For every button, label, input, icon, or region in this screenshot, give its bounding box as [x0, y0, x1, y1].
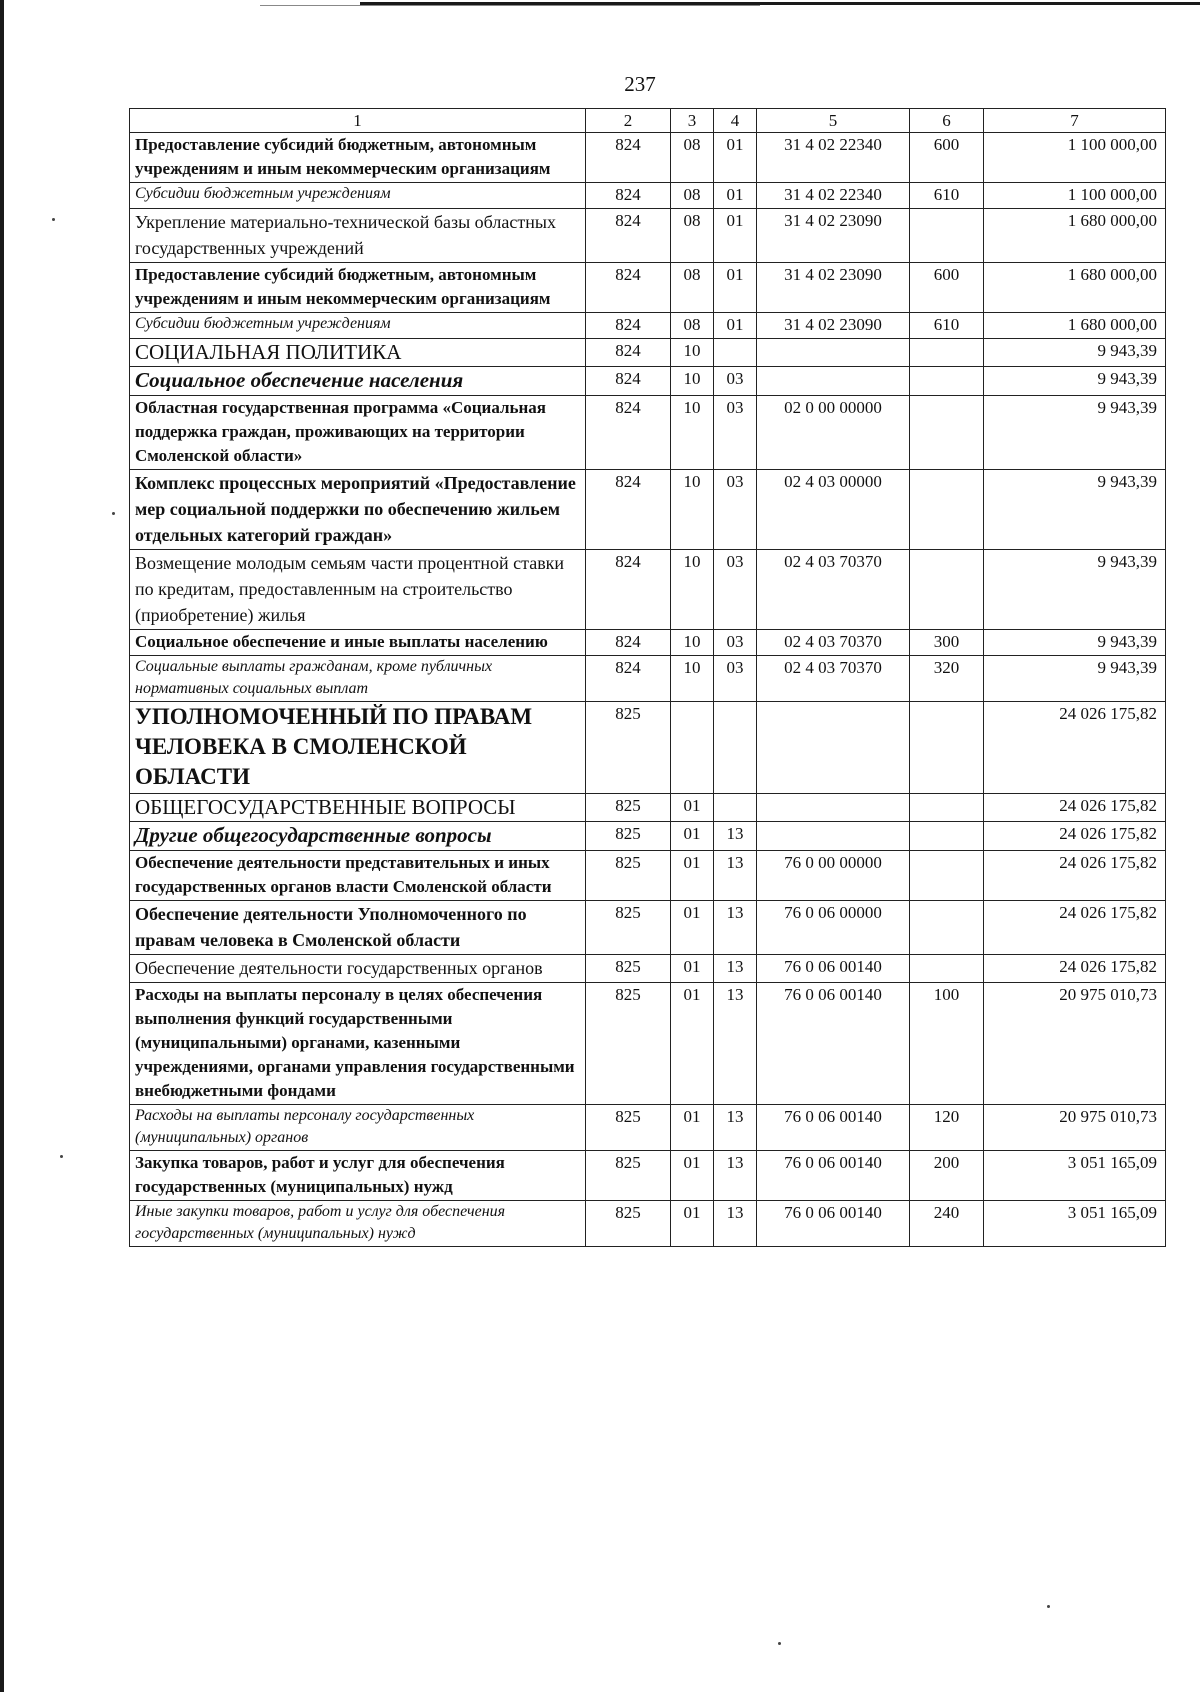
- cell-section-code: 10: [671, 396, 714, 470]
- scan-speck: [1047, 1605, 1050, 1608]
- cell-subsection-code: 03: [714, 470, 757, 550]
- header-cell-7: 7: [984, 109, 1166, 133]
- cell-name: Предоставление субсидий бюджетным, автономным учреждениям и иным некоммерческим организациям: [130, 263, 586, 313]
- cell-expense-type-code: 240: [910, 1201, 984, 1247]
- cell-expense-type-code: 300: [910, 630, 984, 656]
- cell-amount: 1 100 000,00: [984, 133, 1166, 183]
- cell-department-code: 824: [586, 313, 671, 339]
- cell-amount: 1 680 000,00: [984, 313, 1166, 339]
- cell-amount: 9 943,39: [984, 550, 1166, 630]
- cell-amount: 3 051 165,09: [984, 1151, 1166, 1201]
- table-row: [130, 630, 1166, 656]
- cell-section-code: 01: [671, 1201, 714, 1247]
- cell-expense-type-code: 120: [910, 1105, 984, 1151]
- cell-amount: 9 943,39: [984, 339, 1166, 367]
- cell-department-code: 825: [586, 1105, 671, 1151]
- cell-expense-type-code: 610: [910, 313, 984, 339]
- table-row: [130, 1151, 1166, 1201]
- cell-amount: 1 680 000,00: [984, 263, 1166, 313]
- header-cell-5: 5: [757, 109, 910, 133]
- cell-target-article-code: 76 0 06 00140: [757, 955, 910, 983]
- cell-name: УПОЛНОМОЧЕННЫЙ ПО ПРАВАМ ЧЕЛОВЕКА В СМОЛЕНСКОЙ ОБЛАСТИ: [130, 702, 586, 794]
- cell-name: Областная государственная программа «Социальная поддержка граждан, проживающих на территории Смоленской области»: [130, 396, 586, 470]
- cell-target-article-code: [757, 339, 910, 367]
- cell-subsection-code: 03: [714, 396, 757, 470]
- cell-name: ОБЩЕГОСУДАРСТВЕННЫЕ ВОПРОСЫ: [130, 794, 586, 822]
- cell-expense-type-code: [910, 702, 984, 794]
- cell-subsection-code: [714, 794, 757, 822]
- cell-expense-type-code: 200: [910, 1151, 984, 1201]
- table-row: [130, 656, 1166, 702]
- cell-amount: 1 100 000,00: [984, 183, 1166, 209]
- cell-subsection-code: [714, 339, 757, 367]
- cell-name: Социальное обеспечение населения: [130, 367, 586, 396]
- cell-subsection-code: 01: [714, 133, 757, 183]
- table-row: [130, 470, 1166, 550]
- cell-target-article-code: 76 0 06 00000: [757, 901, 910, 955]
- cell-section-code: [671, 702, 714, 794]
- cell-expense-type-code: [910, 209, 984, 263]
- cell-expense-type-code: [910, 550, 984, 630]
- table-row: [130, 209, 1166, 263]
- header-cell-2: 2: [586, 109, 671, 133]
- cell-name: Иные закупки товаров, работ и услуг для обеспечения государственных (муниципальных) нужд: [130, 1201, 586, 1247]
- cell-department-code: 824: [586, 656, 671, 702]
- cell-amount: 9 943,39: [984, 396, 1166, 470]
- cell-target-article-code: 02 4 03 70370: [757, 550, 910, 630]
- table-row: [130, 955, 1166, 983]
- cell-expense-type-code: 100: [910, 983, 984, 1105]
- table-row: [130, 702, 1166, 794]
- cell-amount: 9 943,39: [984, 630, 1166, 656]
- cell-section-code: 10: [671, 339, 714, 367]
- table-row: [130, 183, 1166, 209]
- cell-amount: 9 943,39: [984, 367, 1166, 396]
- cell-name: Комплекс процессных мероприятий «Предоставление мер социальной поддержки по обеспечению жильем отдельных категорий граждан»: [130, 470, 586, 550]
- table-row: [130, 1105, 1166, 1151]
- cell-amount: 24 026 175,82: [984, 794, 1166, 822]
- cell-department-code: 825: [586, 901, 671, 955]
- cell-section-code: 01: [671, 955, 714, 983]
- cell-target-article-code: 31 4 02 23090: [757, 313, 910, 339]
- cell-name: Субсидии бюджетным учреждениям: [130, 313, 586, 339]
- cell-section-code: 01: [671, 901, 714, 955]
- cell-section-code: 10: [671, 630, 714, 656]
- header-cell-4: 4: [714, 109, 757, 133]
- cell-target-article-code: [757, 822, 910, 851]
- header-cell-1: 1: [130, 109, 586, 133]
- cell-expense-type-code: 600: [910, 133, 984, 183]
- cell-department-code: 824: [586, 367, 671, 396]
- cell-expense-type-code: [910, 901, 984, 955]
- cell-target-article-code: 76 0 06 00140: [757, 1201, 910, 1247]
- cell-expense-type-code: [910, 396, 984, 470]
- table-row: [130, 263, 1166, 313]
- cell-target-article-code: 02 0 00 00000: [757, 396, 910, 470]
- cell-section-code: 10: [671, 470, 714, 550]
- cell-subsection-code: 13: [714, 983, 757, 1105]
- table-row: [130, 901, 1166, 955]
- cell-amount: 24 026 175,82: [984, 901, 1166, 955]
- cell-target-article-code: 31 4 02 22340: [757, 133, 910, 183]
- cell-expense-type-code: [910, 339, 984, 367]
- scan-speck: [112, 512, 115, 515]
- table-row: [130, 550, 1166, 630]
- cell-section-code: 08: [671, 209, 714, 263]
- table-body: [130, 133, 1166, 1247]
- cell-amount: 24 026 175,82: [984, 822, 1166, 851]
- cell-department-code: 825: [586, 1201, 671, 1247]
- cell-target-article-code: 31 4 02 22340: [757, 183, 910, 209]
- cell-department-code: 825: [586, 702, 671, 794]
- cell-name: Обеспечение деятельности Уполномоченного по правам человека в Смоленской области: [130, 901, 586, 955]
- cell-department-code: 825: [586, 794, 671, 822]
- cell-subsection-code: [714, 702, 757, 794]
- cell-section-code: 01: [671, 1151, 714, 1201]
- cell-amount: 20 975 010,73: [984, 1105, 1166, 1151]
- cell-expense-type-code: [910, 794, 984, 822]
- table-row: [130, 851, 1166, 901]
- cell-department-code: 824: [586, 550, 671, 630]
- cell-amount: 1 680 000,00: [984, 209, 1166, 263]
- table-row: [130, 367, 1166, 396]
- cell-subsection-code: 03: [714, 367, 757, 396]
- cell-section-code: 01: [671, 794, 714, 822]
- table-row: [130, 794, 1166, 822]
- cell-department-code: 824: [586, 470, 671, 550]
- cell-amount: 3 051 165,09: [984, 1201, 1166, 1247]
- cell-section-code: 08: [671, 313, 714, 339]
- cell-department-code: 825: [586, 822, 671, 851]
- cell-target-article-code: 02 4 03 70370: [757, 656, 910, 702]
- cell-name: Социальные выплаты гражданам, кроме публичных нормативных социальных выплат: [130, 656, 586, 702]
- scan-speck: [60, 1155, 63, 1158]
- cell-section-code: 08: [671, 183, 714, 209]
- cell-expense-type-code: 610: [910, 183, 984, 209]
- cell-target-article-code: 76 0 06 00140: [757, 1105, 910, 1151]
- cell-section-code: 01: [671, 851, 714, 901]
- cell-subsection-code: 13: [714, 822, 757, 851]
- cell-name: Закупка товаров, работ и услуг для обеспечения государственных (муниципальных) нужд: [130, 1151, 586, 1201]
- cell-subsection-code: 03: [714, 550, 757, 630]
- cell-name: Расходы на выплаты персоналу государственных (муниципальных) органов: [130, 1105, 586, 1151]
- cell-target-article-code: 02 4 03 00000: [757, 470, 910, 550]
- cell-department-code: 824: [586, 183, 671, 209]
- cell-section-code: 10: [671, 550, 714, 630]
- page-number: 237: [624, 72, 656, 96]
- cell-amount: 20 975 010,73: [984, 983, 1166, 1105]
- cell-expense-type-code: [910, 851, 984, 901]
- cell-name: Другие общегосударственные вопросы: [130, 822, 586, 851]
- cell-section-code: 10: [671, 656, 714, 702]
- cell-subsection-code: 01: [714, 209, 757, 263]
- cell-subsection-code: 13: [714, 1151, 757, 1201]
- cell-amount: 9 943,39: [984, 470, 1166, 550]
- cell-name: Обеспечение деятельности государственных органов: [130, 955, 586, 983]
- cell-name: Расходы на выплаты персоналу в целях обеспечения выполнения функций государственными (муниципальными) органами, казенными учреждениями, органами управления государственными внебюджетными фондами: [130, 983, 586, 1105]
- cell-name: Укрепление материально-технической базы областных государственных учреждений: [130, 209, 586, 263]
- cell-name: Обеспечение деятельности представительных и иных государственных органов власти Смоленской области: [130, 851, 586, 901]
- cell-subsection-code: 13: [714, 1105, 757, 1151]
- cell-amount: 24 026 175,82: [984, 851, 1166, 901]
- cell-name: Субсидии бюджетным учреждениям: [130, 183, 586, 209]
- cell-section-code: 08: [671, 133, 714, 183]
- scan-speck: [52, 218, 55, 221]
- cell-department-code: 825: [586, 1151, 671, 1201]
- header-row: [130, 109, 1166, 133]
- table-row: [130, 822, 1166, 851]
- table-row: [130, 983, 1166, 1105]
- table-row: [130, 339, 1166, 367]
- cell-target-article-code: 31 4 02 23090: [757, 263, 910, 313]
- table-row: [130, 313, 1166, 339]
- cell-subsection-code: 01: [714, 183, 757, 209]
- cell-expense-type-code: [910, 367, 984, 396]
- cell-subsection-code: 13: [714, 1201, 757, 1247]
- cell-target-article-code: 76 0 06 00140: [757, 983, 910, 1105]
- cell-amount: 9 943,39: [984, 656, 1166, 702]
- cell-target-article-code: [757, 794, 910, 822]
- cell-department-code: 825: [586, 983, 671, 1105]
- cell-expense-type-code: [910, 955, 984, 983]
- cell-target-article-code: 76 0 06 00140: [757, 1151, 910, 1201]
- scan-left-edge: [0, 0, 4, 1692]
- cell-expense-type-code: [910, 470, 984, 550]
- cell-amount: 24 026 175,82: [984, 955, 1166, 983]
- cell-department-code: 824: [586, 209, 671, 263]
- cell-subsection-code: 13: [714, 851, 757, 901]
- cell-department-code: 825: [586, 955, 671, 983]
- cell-section-code: 01: [671, 983, 714, 1105]
- header-cell-3: 3: [671, 109, 714, 133]
- cell-section-code: 01: [671, 822, 714, 851]
- table-row: [130, 1201, 1166, 1247]
- cell-subsection-code: 13: [714, 955, 757, 983]
- budget-table: [129, 108, 1166, 1247]
- cell-subsection-code: 01: [714, 263, 757, 313]
- header-cell-6: 6: [910, 109, 984, 133]
- cell-expense-type-code: 600: [910, 263, 984, 313]
- cell-target-article-code: [757, 367, 910, 396]
- cell-amount: 24 026 175,82: [984, 702, 1166, 794]
- cell-subsection-code: 03: [714, 656, 757, 702]
- cell-section-code: 08: [671, 263, 714, 313]
- cell-department-code: 824: [586, 630, 671, 656]
- cell-section-code: 01: [671, 1105, 714, 1151]
- cell-department-code: 825: [586, 851, 671, 901]
- cell-target-article-code: [757, 702, 910, 794]
- cell-name: Возмещение молодым семьям части процентной ставки по кредитам, предоставленным на строительство (приобретение) жилья: [130, 550, 586, 630]
- cell-subsection-code: 03: [714, 630, 757, 656]
- cell-section-code: 10: [671, 367, 714, 396]
- scan-top-line: [260, 5, 760, 6]
- cell-expense-type-code: [910, 822, 984, 851]
- table-row: [130, 133, 1166, 183]
- cell-name: СОЦИАЛЬНАЯ ПОЛИТИКА: [130, 339, 586, 367]
- table-row: [130, 396, 1166, 470]
- cell-expense-type-code: 320: [910, 656, 984, 702]
- cell-name: Предоставление субсидий бюджетным, автономным учреждениям и иным некоммерческим организациям: [130, 133, 586, 183]
- cell-subsection-code: 13: [714, 901, 757, 955]
- cell-department-code: 824: [586, 263, 671, 313]
- cell-target-article-code: 76 0 00 00000: [757, 851, 910, 901]
- cell-name: Социальное обеспечение и иные выплаты населению: [130, 630, 586, 656]
- cell-target-article-code: 31 4 02 23090: [757, 209, 910, 263]
- cell-target-article-code: 02 4 03 70370: [757, 630, 910, 656]
- cell-department-code: 824: [586, 396, 671, 470]
- cell-department-code: 824: [586, 339, 671, 367]
- cell-subsection-code: 01: [714, 313, 757, 339]
- cell-department-code: 824: [586, 133, 671, 183]
- scan-speck: [778, 1642, 781, 1645]
